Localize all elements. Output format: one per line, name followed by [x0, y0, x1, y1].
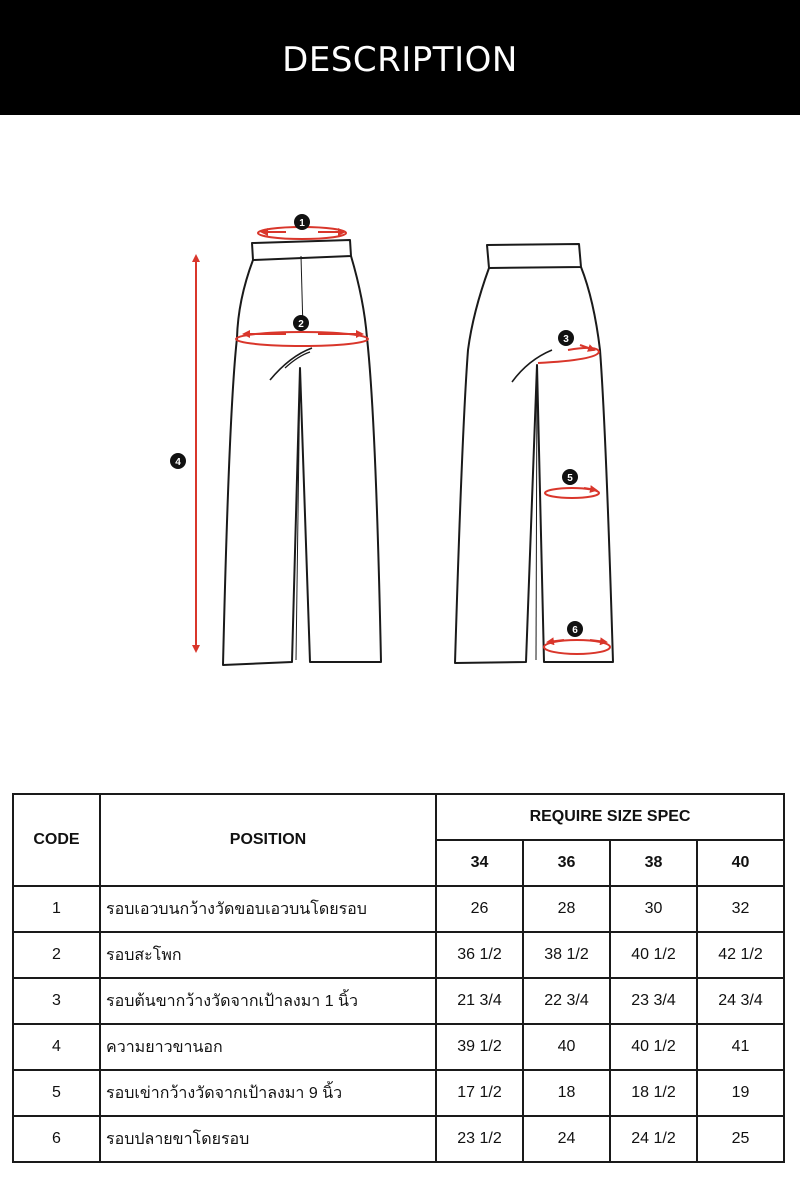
value-cell: 40 1/2	[610, 1024, 697, 1070]
value-cell: 42 1/2	[697, 932, 784, 978]
code-cell: 6	[13, 1116, 100, 1162]
back-seam	[512, 350, 552, 382]
value-cell: 24 3/4	[697, 978, 784, 1024]
value-cell: 40	[523, 1024, 610, 1070]
value-cell: 18	[523, 1070, 610, 1116]
size-spec-table	[12, 793, 785, 1163]
code-cell: 4	[13, 1024, 100, 1070]
code-cell: 1	[13, 886, 100, 932]
position-cell: รอบเข่ากว้างวัดจากเป้าลงมา 9 นิ้ว	[100, 1070, 436, 1116]
table-row	[13, 886, 784, 932]
value-cell: 22 3/4	[523, 978, 610, 1024]
value-cell: 28	[523, 886, 610, 932]
page-title: DESCRIPTION	[282, 39, 518, 80]
svg-text:4: 4	[175, 457, 181, 468]
value-cell: 41	[697, 1024, 784, 1070]
value-cell: 30	[610, 886, 697, 932]
value-cell: 18 1/2	[610, 1070, 697, 1116]
svg-text:3: 3	[563, 334, 569, 345]
code-cell: 5	[13, 1070, 100, 1116]
front-fly	[270, 348, 312, 380]
table-row	[13, 978, 784, 1024]
value-cell: 17 1/2	[436, 1070, 523, 1116]
marker-3	[558, 330, 574, 346]
value-cell: 39 1/2	[436, 1024, 523, 1070]
size-header: 38	[610, 840, 697, 886]
marker-1	[294, 214, 310, 230]
size-header: 40	[697, 840, 784, 886]
value-cell: 25	[697, 1116, 784, 1162]
table-row	[13, 1024, 784, 1070]
value-cell: 40 1/2	[610, 932, 697, 978]
svg-text:1: 1	[299, 218, 305, 229]
pants-diagram	[0, 115, 800, 775]
header-bar	[0, 0, 800, 115]
position-header: POSITION	[100, 794, 436, 886]
svg-text:5: 5	[567, 473, 573, 484]
position-cell: รอบต้นขากว้างวัดจากเป้าลงมา 1 นิ้ว	[100, 978, 436, 1024]
marker-5	[562, 469, 578, 485]
value-cell: 26	[436, 886, 523, 932]
back-pants	[455, 244, 613, 663]
value-cell: 19	[697, 1070, 784, 1116]
value-cell: 21 3/4	[436, 978, 523, 1024]
front-pants	[223, 240, 381, 665]
value-cell: 23 1/2	[436, 1116, 523, 1162]
measurement-marks	[196, 227, 610, 654]
value-cell: 36 1/2	[436, 932, 523, 978]
table-row	[13, 1116, 784, 1162]
value-cell: 24 1/2	[610, 1116, 697, 1162]
code-header: CODE	[13, 794, 100, 886]
size-header: 36	[523, 840, 610, 886]
back-pants-outline	[455, 267, 613, 663]
marker-2	[293, 315, 309, 331]
back-waistband	[487, 244, 581, 268]
svg-text:6: 6	[572, 625, 578, 636]
value-cell: 32	[697, 886, 784, 932]
value-cell: 24	[523, 1116, 610, 1162]
value-cell: 38 1/2	[523, 932, 610, 978]
position-cell: รอบปลายขาโดยรอบ	[100, 1116, 436, 1162]
value-cell: 23 3/4	[610, 978, 697, 1024]
code-cell: 3	[13, 978, 100, 1024]
code-cell: 2	[13, 932, 100, 978]
position-cell: ความยาวขานอก	[100, 1024, 436, 1070]
spec-header: REQUIRE SIZE SPEC	[436, 794, 784, 840]
table-row	[13, 1070, 784, 1116]
marker-4	[170, 453, 186, 469]
marker-badges	[170, 214, 583, 637]
position-cell: รอบสะโพก	[100, 932, 436, 978]
table-row	[13, 932, 784, 978]
marker-6	[567, 621, 583, 637]
svg-text:2: 2	[298, 319, 304, 330]
position-cell: รอบเอวบนกว้างวัดขอบเอวบนโดยรอบ	[100, 886, 436, 932]
size-header: 34	[436, 840, 523, 886]
